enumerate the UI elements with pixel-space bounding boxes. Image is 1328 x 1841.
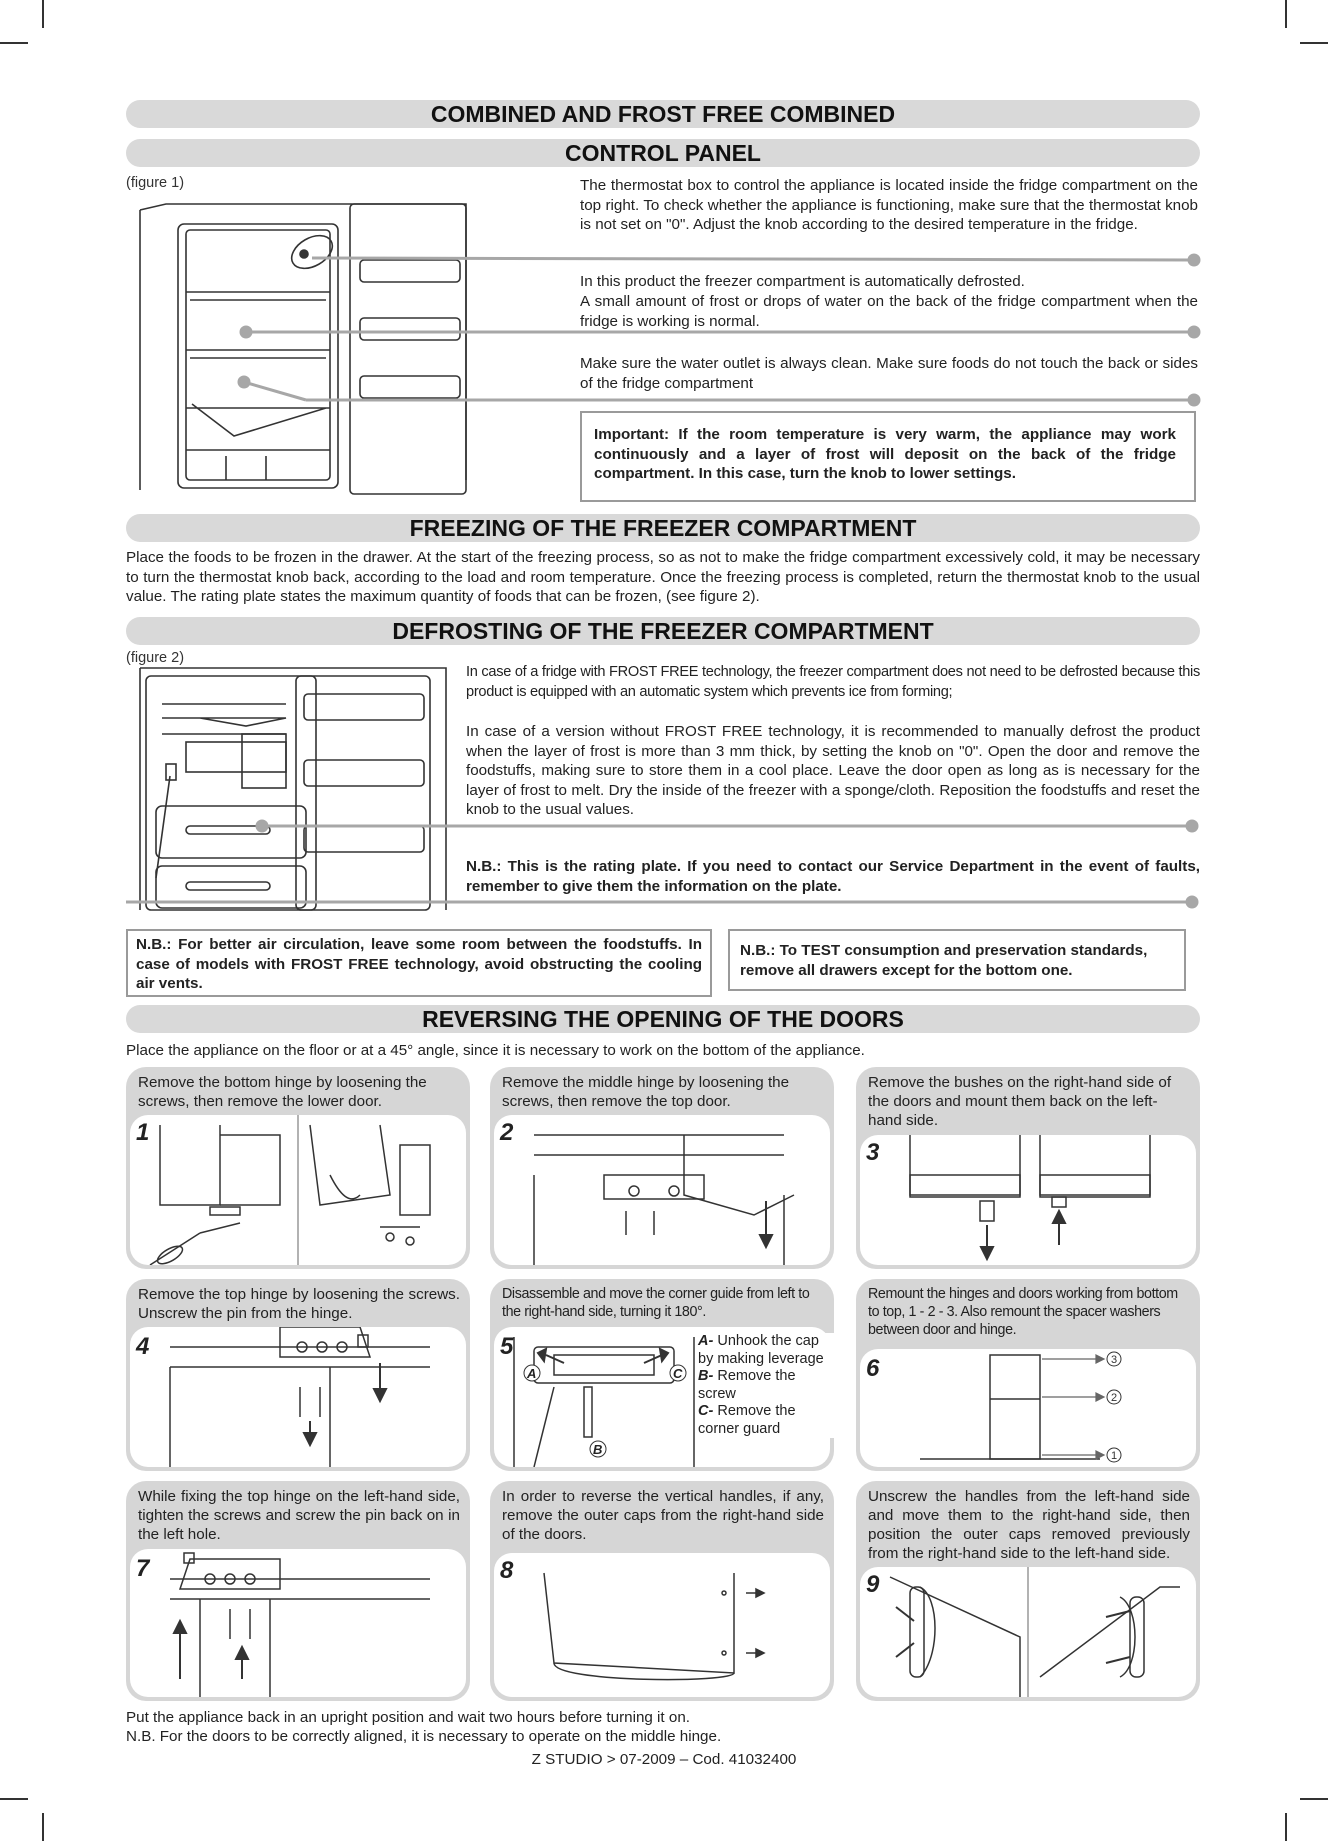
step-card-4 [126,1279,470,1471]
outer-caps-drawing [494,1553,830,1697]
step-number: 8 [500,1557,514,1584]
marker-1: 1 [1111,1450,1118,1462]
step-number: 7 [136,1555,150,1582]
important-note-box: Important: If the room temperature is very warm, the appliance may work continuously and a layer of frost will deposit on the back of the fridge compartment. In this case, turn the knob to lower settings. [580,411,1196,502]
section-title-control-panel: CONTROL PANEL [126,139,1200,167]
defrost-paragraph-2: In case of a version without FROST FREE technology, it is recommended to manually defrost the product when the layer of frost is more than 3 mm thick, by setting the knob on "0". Open the door and remove the foodstuffs, making sure to store them in a cool place. Leave the door open as long as is necessary for the layer of frost to melt. Dry the inside of the freezer with a sponge/cloth. Reposition the foodstuffs and reset the knob to the usual values. [466,723,1200,818]
crop-mark [0,1798,28,1800]
step5-legend [698,1333,834,1438]
legend-b-text: Remove the screw [698,1368,796,1402]
control-paragraph-2b: A small amount of frost or drops of water on the back of the fridge compartment when the fridge is working is normal. [580,293,1198,330]
step-illustration [130,1115,466,1265]
bushes-drawing [860,1135,1196,1265]
step-card-6 [856,1279,1200,1471]
top-hinge-drawing [130,1327,466,1467]
label-b: B [593,1442,603,1457]
step-illustration [494,1553,830,1697]
crop-mark [1285,1813,1287,1841]
step-card-5 [490,1279,834,1471]
reversing-footer-2: N.B. For the doors to be correctly aligned, it is necessary to operate on the middle hinge. [126,1728,722,1745]
remount-drawing [860,1349,1196,1467]
defrost-nb-rating-plate: N.B.: This is the rating plate. If you need to contact our Service Department in the event of faults, remember to give them the information on the plate. [466,858,1200,895]
reversing-footer-1: Put the appliance back in an upright position and wait two hours before turning it on. [126,1709,690,1726]
step-card-3 [856,1067,1200,1269]
step-illustration [860,1135,1196,1265]
step-card-1 [126,1067,470,1269]
defrost-paragraph-1: In case of a fridge with FROST FREE technology, the freezer compartment does not need to be defrosted because this product is equipped with an automatic system which prevents ice from forming; [466,664,1200,700]
control-paragraph-1: The thermostat box to control the appliance is located inside the fridge compartment on the top right. To check whether the appliance is functioning, make sure that the thermostat knob is not set on "0". Adjust the knob according to the desired temperature in the fridge. [580,177,1198,233]
figure-1-caption: (figure 1) [126,175,185,191]
nb-test-box: N.B.: To TEST consumption and preservation standards, remove all drawers except for the bottom one. [728,929,1186,991]
middle-hinge-drawing [494,1115,830,1265]
step-illustration [130,1327,466,1467]
section-title-freezing: FREEZING OF THE FREEZER COMPARTMENT [126,514,1200,542]
legend-c-key: C- [698,1403,714,1419]
step-number: 6 [866,1355,880,1382]
marker-3: 3 [1111,1354,1118,1366]
step-illustration [860,1349,1196,1467]
step-text: Remount the hinges and doors working from bottom to top, 1 - 2 - 3. Also remount the spacer washers between door and hinge. [868,1286,1178,1338]
step-text: Remove the bottom hinge by loosening the screws, then remove the lower door. [138,1074,427,1110]
step-card-8 [490,1481,834,1701]
crop-mark [42,1813,44,1841]
crop-mark [1300,1798,1328,1800]
legend-a-key: A- [698,1333,714,1349]
step-number: 9 [866,1571,880,1598]
step-number: 3 [866,1139,880,1166]
marker-2: 2 [1111,1392,1118,1404]
step-text: While fixing the top hinge on the left-hand side, tighten the screws and screw the pin back on in the left hole. [138,1488,460,1543]
step-number: 4 [136,1333,150,1360]
step-number: 2 [500,1119,514,1146]
freezing-paragraph: Place the foods to be frozen in the drawer. At the start of the freezing process, so as not to make the fridge compartment excessively cold, it may be necessary to turn the thermostat knob back, according to the load and room temperature. Once the freezing process is completed, return the thermostat knob to the usual value. The rating plate states the maximum quantity of foods that can be frozen, (see figure 2). [126,549,1200,605]
crop-mark [42,0,44,28]
step-illustration [494,1115,830,1265]
figure-2-caption: (figure 2) [126,650,185,666]
label-c: C [673,1366,683,1381]
crop-mark [1285,0,1287,28]
fix-top-hinge-drawing [130,1549,466,1697]
step-text: Unscrew the handles from the left-hand side and move them to the right-hand side, then position the outer caps removed previously from the right-hand side to the left-hand side. [868,1488,1190,1562]
step-illustration [860,1567,1196,1697]
step-card-2 [490,1067,834,1269]
step-text: In order to reverse the vertical handles, if any, remove the outer caps from the right-hand side of the doors. [502,1488,824,1543]
reversing-intro: Place the appliance on the floor or at a 45° angle, since it is necessary to work on the bottom of the appliance. [126,1042,865,1059]
step-card-7 [126,1481,470,1701]
section-title-combined: COMBINED AND FROST FREE COMBINED [126,100,1200,128]
control-paragraph-2a: In this product the freezer compartment is automatically defrosted. [580,273,1025,290]
section-title-reversing: REVERSING THE OPENING OF THE DOORS [126,1005,1200,1033]
hinge-door-drawing [130,1115,466,1265]
crop-mark [1300,42,1328,44]
control-paragraph-3: Make sure the water outlet is always clean. Make sure foods do not touch the back or sides of the fridge compartment [580,355,1198,392]
label-a: A [527,1366,537,1381]
document-code: Z STUDIO > 07-2009 – Cod. 41032400 [531,1751,797,1768]
step-text: Remove the top hinge by loosening the screws. Unscrew the pin from the hinge. [138,1286,460,1322]
step-card-9 [856,1481,1200,1701]
step-text: Disassemble and move the corner guide from left to the right-hand side, turning it 180°. [502,1286,810,1320]
step-text: Remove the middle hinge by loosening the screws, then remove the top door. [502,1074,790,1110]
crop-mark [0,42,28,44]
legend-a-text: Unhook the cap by making leverage [698,1333,824,1367]
step-text: Remove the bushes on the right-hand side of the doors and mount them back on the left-hand side. [868,1074,1172,1129]
nb-air-circulation-box: N.B.: For better air circulation, leave some room between the foodstuffs. In case of models with FROST FREE technology, avoid obstructing the cooling air vents. [126,929,712,997]
handles-drawing [860,1567,1196,1697]
legend-c-text: Remove the corner guard [698,1403,796,1437]
step-illustration [130,1549,466,1697]
section-title-defrosting: DEFROSTING OF THE FREEZER COMPARTMENT [126,617,1200,645]
step-number: 1 [136,1119,150,1146]
legend-b-key: B- [698,1368,714,1384]
step-number: 5 [500,1333,514,1360]
